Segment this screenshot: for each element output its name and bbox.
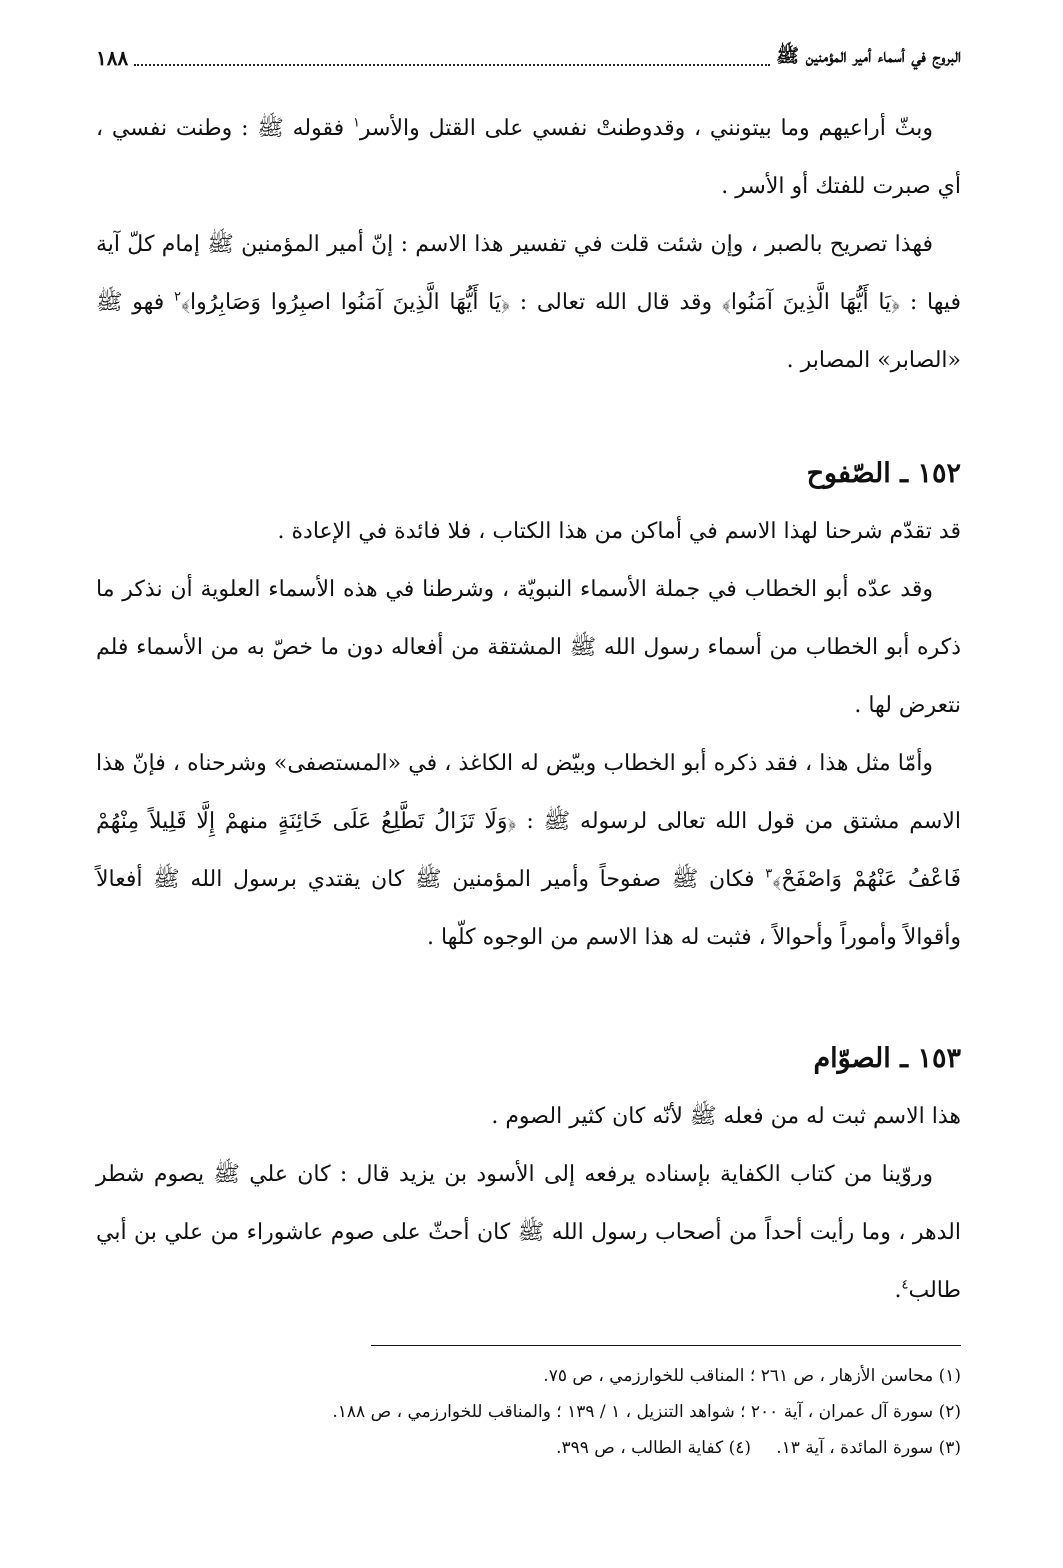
footnote-rule bbox=[371, 1345, 961, 1346]
paragraph-text: وأمّا مثل هذا ، فقد ذكره أبو الخطاب وبيّض له الكاغذ ، في «المستصفى» وشرحناه ، فإنّ هذا الاسم مشتق من قول الله تعالى لرسوله ﷺ : ﴿وَلَا تَزَالُ تَطَّلِعُ عَلَى خَائِنَةٍ منهمْ إِلَّا قَلِيلاً مِنْهُمْ فَاعْفُ عَنْهُمْ وَاصْفَحْ﴾ bbox=[96, 751, 962, 892]
footnote-ref: ٤ bbox=[901, 1277, 909, 1293]
page-number: ١٨٨ bbox=[96, 46, 129, 70]
paragraph: وقد عدّه أبو الخطاب في جملة الأسماء النبويّة ، وشرطنا في هذه الأسماء العلوية أن نذكر ما ذكره أبو الخطاب من أسماء رسول الله ﷺ المشتقة من أفعاله دون ما خصّ به من الأسماء فلم نتعرض لها . bbox=[96, 577, 961, 718]
footnote-ref: ٢ bbox=[174, 289, 181, 305]
footnote-ref: ١ bbox=[352, 115, 360, 131]
footnote: (٤) كفاية الطالب ، ص ٣٩٩. bbox=[556, 1438, 751, 1458]
intro-section bbox=[96, 100, 961, 390]
footnote-row bbox=[96, 1430, 961, 1466]
footnotes bbox=[96, 1345, 961, 1466]
paragraph-text: فكان ﷺ صفوحاً وأمير المؤمنين ﷺ كان يقتدي برسول الله ﷺ أفعالاً وأقوالاً وأموراً وأحوالاً ، فثبت له هذا الاسم من الوجوه كلّها . bbox=[96, 867, 961, 950]
running-header bbox=[96, 40, 961, 76]
paragraph-text: . bbox=[894, 1278, 902, 1303]
section-heading: ١٥٣ ـ الصوّام bbox=[813, 1043, 961, 1074]
section-153 bbox=[96, 1030, 961, 1320]
paragraph: هذا الاسم ثبت له من فعله ﷺ لأنّه كان كثير الصوم . bbox=[491, 1104, 961, 1129]
book-title: البروج في أسماء أمير المؤمنين ﷺ bbox=[776, 45, 961, 67]
footnote: (٢) سورة آل عمران ، آية ٢٠٠ ؛ شواهد التنزيل ، ١ / ١٣٩ ؛ والمناقب للخوارزمي ، ص ١٨٨. bbox=[332, 1402, 961, 1422]
paragraph bbox=[96, 1146, 961, 1320]
paragraph-text: وبثّ أراعيهم وما بيتونني ، وقدوطنتْ نفسي على القتل والأسر bbox=[359, 116, 933, 141]
paragraph-text: فهذا تصريح بالصبر ، وإن شئت قلت في تفسير هذا الاسم : إنّ أمير المؤمنين ﷺ إمام كلّ آية فيها : ﴿يَا أَيُّهَا الَّذِينَ آمَنُوا﴾ وقد قال الله تعالى : ﴿يَا أَيُّهَا الَّذِينَ آمَنُوا اصبِرُوا وَصَابِرُوا﴾ bbox=[96, 232, 961, 315]
section-152 bbox=[96, 445, 961, 967]
paragraph-text: فقوله ﷺ : وطنت نفسي ، أي صبرت للفتك أو الأسر . bbox=[96, 116, 961, 199]
paragraph bbox=[96, 216, 961, 390]
paragraph: قد تقدّم شرحنا لهذا الاسم في أماكن من هذا الكتاب ، فلا فائدة في الإعادة . bbox=[277, 519, 961, 544]
paragraph bbox=[96, 735, 961, 967]
paragraph-text: وروّينا من كتاب الكفاية بإسناده يرفعه إلى الأسود بن يزيد قال : كان علي ﷺ يصوم شطر الدهر ، وما رأيت أحداً من أصحاب رسول الله ﷺ كان أحثّ على صوم عاشوراء من علي بن أبي طالب bbox=[96, 1162, 961, 1303]
section-heading: ١٥٢ ـ الصّفوح bbox=[806, 458, 961, 489]
header-dot-leader bbox=[134, 50, 770, 66]
paragraph-text: فهو ﷺ «الصابر» المصابر . bbox=[96, 290, 961, 373]
footnote-ref: ٣ bbox=[765, 866, 773, 882]
footnote: (٣) سورة المائدة ، آية ١٣. bbox=[776, 1438, 961, 1458]
paragraph bbox=[96, 100, 961, 216]
footnote: (١) محاسن الأزهار ، ص ٢٦١ ؛ المناقب للخوارزمي ، ص ٧٥. bbox=[543, 1366, 961, 1386]
